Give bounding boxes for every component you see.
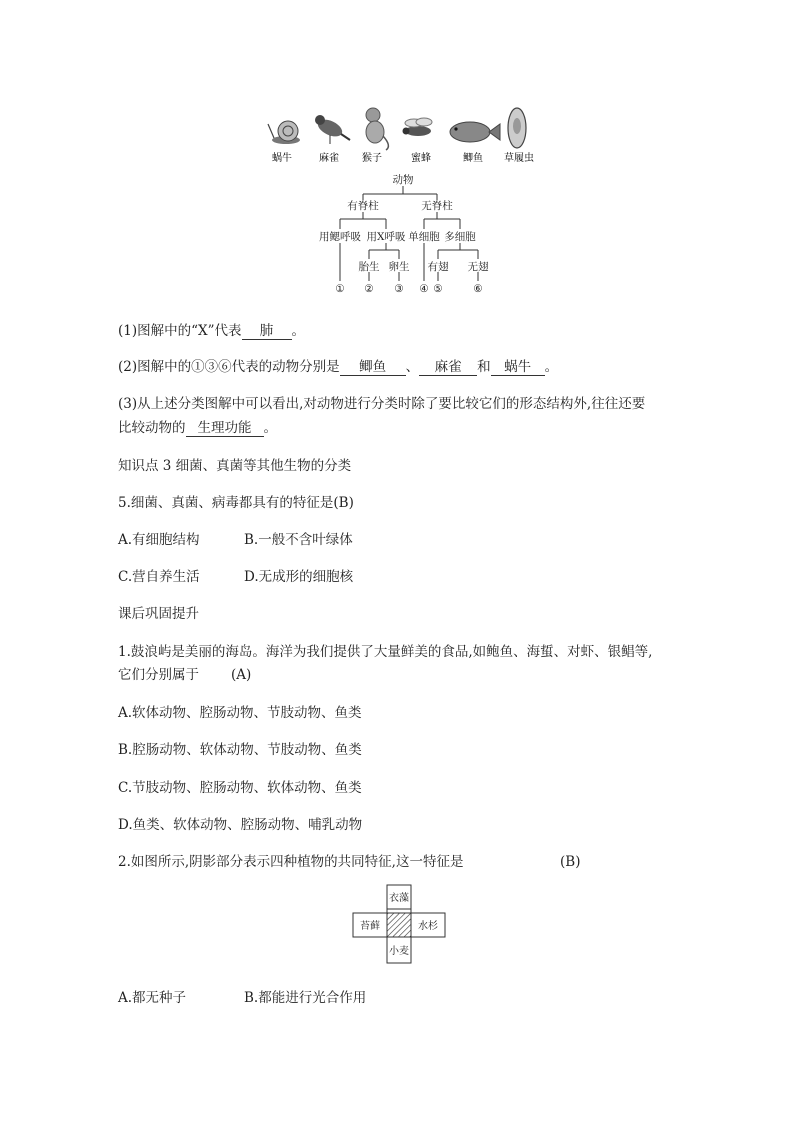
option-b: B.腔肠动物、软体动物、节肢动物、鱼类 — [118, 742, 362, 758]
cross-bottom: 小麦 — [389, 946, 409, 957]
answer-blank: 生理功能 — [186, 420, 264, 437]
bee-image — [403, 118, 433, 136]
answer-blank: 蜗牛 — [491, 359, 545, 376]
tree-leaf: ① — [335, 283, 345, 295]
cross-top: 衣藻 — [389, 893, 409, 904]
carp-image — [450, 122, 500, 142]
tree-node: 胎生 — [358, 261, 380, 273]
animal-label: 麻雀 — [319, 153, 339, 164]
tree-node: 卵生 — [388, 261, 410, 273]
plants-cross-diagram — [350, 883, 470, 967]
tree-node: 多细胞 — [444, 231, 476, 243]
option-a: A.有细胞结构 — [118, 532, 200, 548]
question-c2: 2.如图所示,阴影部分表示四种植物的共同特征,这一特征是 — [118, 854, 464, 870]
paramecium-image — [508, 108, 526, 148]
animal-label: 草履虫 — [504, 153, 534, 164]
answer-blank: 肺 — [242, 323, 292, 340]
question-2: (2)图解中的①③⑥代表的动物分别是 鲫鱼 、 麻雀 和 蜗牛 。 — [118, 359, 559, 375]
snail-image — [268, 121, 300, 144]
tree-node: 有翅 — [427, 261, 449, 273]
animal-label: 鲫鱼 — [463, 153, 483, 164]
answer-label: (B) — [560, 854, 581, 870]
tree-leaf: ⑤ — [433, 283, 443, 295]
tree-node: 用鳃呼吸 — [319, 231, 361, 243]
cross-right: 水杉 — [418, 921, 438, 932]
tree-node: 无翅 — [467, 261, 489, 273]
tree-node: 无脊柱 — [421, 200, 453, 212]
cross-left: 苔藓 — [360, 921, 380, 932]
option-c: C.营自养生活 — [118, 569, 200, 585]
option-d: D.鱼类、软体动物、腔肠动物、哺乳动物 — [118, 817, 363, 833]
answer-blank: 鲫鱼 — [340, 359, 406, 376]
tree-leaf: ④ — [419, 283, 429, 295]
tree-leaf: ⑥ — [473, 283, 483, 295]
animal-label: 蜗牛 — [272, 153, 292, 164]
section-title: 课后巩固提升 — [118, 606, 199, 622]
tree-leaf: ③ — [394, 283, 404, 295]
question-1: (1)图解中的“X”代表 肺 。 — [118, 323, 306, 339]
tree-node: 单细胞 — [408, 231, 440, 243]
answer-label: (B) — [333, 495, 354, 511]
tree-leaf: ② — [364, 283, 374, 295]
option-b: B.一般不含叶绿体 — [244, 532, 353, 548]
question-c1-line1: 1.鼓浪屿是美丽的海岛。海洋为我们提供了大量鲜美的食品,如鲍鱼、海蜇、对虾、银鲳等, — [118, 644, 653, 660]
tree-node: 有脊柱 — [347, 200, 379, 212]
question-5: 5.细菌、真菌、病毒都具有的特征是(B) — [118, 495, 354, 511]
animal-figure — [0, 0, 794, 300]
monkey-image — [366, 108, 388, 150]
question-c1-line2: 它们分别属于 (A) — [118, 667, 252, 683]
tree-node: 用X呼吸 — [366, 231, 406, 243]
animal-label: 猴子 — [362, 153, 382, 164]
question-3-line1: (3)从上述分类图解中可以看出,对动物进行分类时除了要比较它们的形态结构外,往往还要 — [118, 396, 646, 412]
option-a: A.软体动物、腔肠动物、节肢动物、鱼类 — [118, 705, 362, 721]
option-c: C.节肢动物、腔肠动物、软体动物、鱼类 — [118, 780, 362, 796]
animal-label: 蜜蜂 — [411, 153, 431, 164]
answer-blank: 麻雀 — [419, 359, 477, 376]
tree-root: 动物 — [392, 174, 414, 186]
sparrow-image — [315, 115, 350, 144]
answer-label: (A) — [231, 667, 252, 683]
section-title: 知识点 3 细菌、真菌等其他生物的分类 — [118, 458, 352, 474]
option-b: B.都能进行光合作用 — [244, 990, 367, 1006]
option-a: A.都无种子 — [118, 990, 187, 1006]
option-d: D.无成形的细胞核 — [244, 569, 354, 585]
question-3-line2: 比较动物的 生理功能 。 — [118, 420, 277, 436]
